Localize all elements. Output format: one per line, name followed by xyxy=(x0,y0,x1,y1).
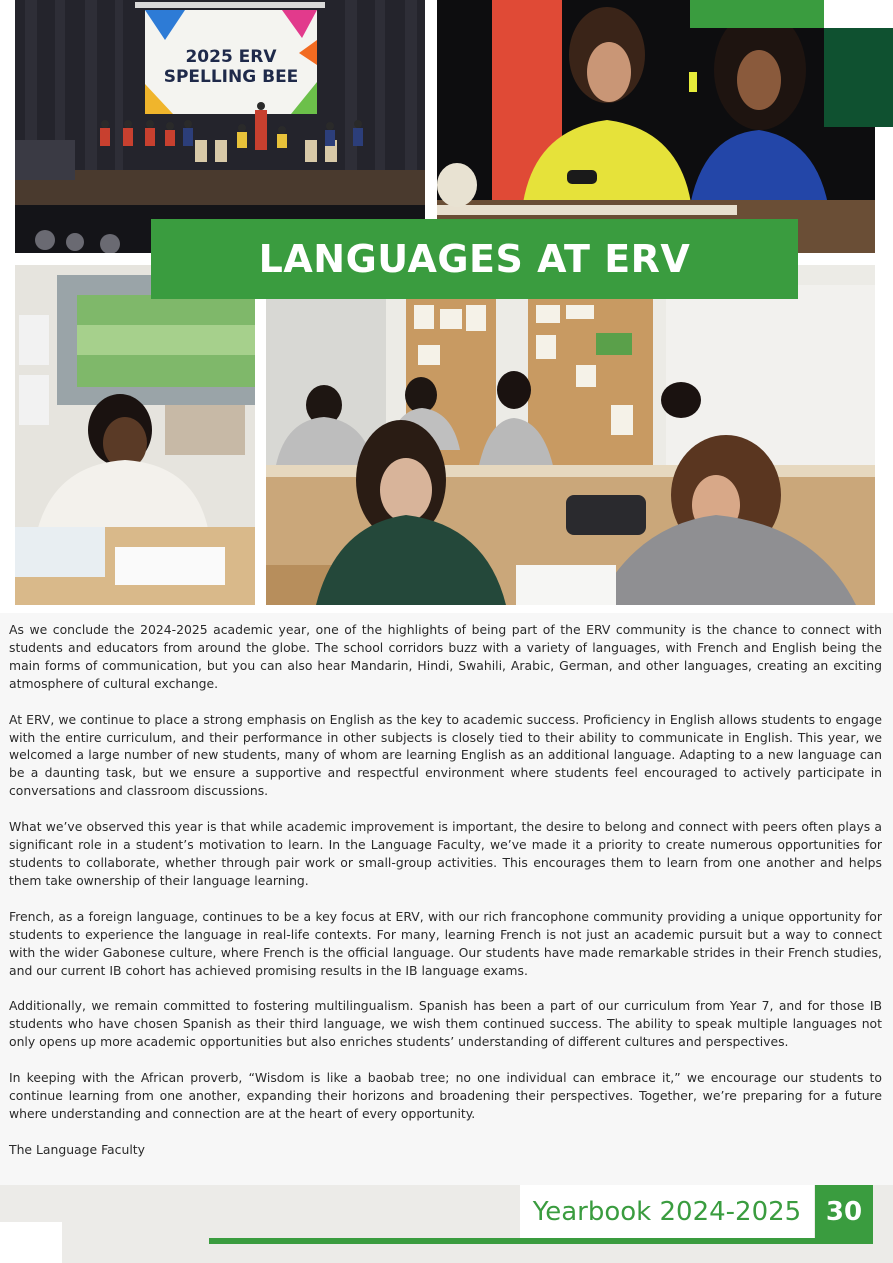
page-title: LANGUAGES AT ERV xyxy=(151,219,798,299)
photo-student-at-desk xyxy=(15,265,255,605)
photo-classroom-group xyxy=(266,265,875,605)
decor-white-block xyxy=(824,0,893,28)
article-body xyxy=(9,621,882,1177)
article-paragraph-2: At ERV, we continue to place a strong emphasis on English as the key to academic success. Proficiency in English allows students to engage with the entire curriculum, and their performance in other subjects is closely tied to their ability to communicate in English. This year, we welcomed a large number of new students, many of whom are learning English as an additional language. Adapting to a new language can be a daunting task, but we ensure a supportive and respectful environment where students feel encouraged to actively participate in conversations and classroom discussions. xyxy=(9,711,882,799)
article-paragraph-3: What we’ve observed this year is that while academic improvement is important, the desire to belong and connect with peers often plays a significant role in a student’s motivation to learn. In the Language Faculty, we’ve made it a priority to create numerous opportunities for students to collaborate, whether through pair work or small-group activities. This encourages them to learn from one another and helps them take ownership of their language learning. xyxy=(9,819,882,888)
photo-spelling-bee-stage xyxy=(15,0,425,253)
yearbook-label: Yearbook 2024-2025 xyxy=(520,1185,814,1238)
footer-white-corner xyxy=(0,1222,62,1263)
page-number: 30 xyxy=(815,1185,873,1238)
article-signature: The Language Faculty xyxy=(9,1141,145,1157)
article-paragraph-5: Additionally, we remain committed to fostering multilingualism. Spanish has been a part of our curriculum from Year 7, and for those IB students who have chosen Spanish as their third language, we wish them continued success. The ability to speak multiple languages not only opens up more academic opportunities but also enriches students’ understanding of different cultures and perspectives. xyxy=(9,998,882,1050)
decor-dark-green-block xyxy=(824,28,893,127)
screen-title-line1: 2025 ERV xyxy=(185,47,277,67)
article-paragraph-6: In keeping with the African proverb, “Wisdom is like a baobab tree; no one individual can embrace it,” we encourage our students to continue learning from one another, expanding their horizons and broadening their perspectives. Together, we’re preparing for a future where understanding and connection are at the heart of every opportunity. xyxy=(9,1070,882,1121)
decor-green-block xyxy=(690,0,824,28)
photo-students-microphone xyxy=(437,0,875,253)
screen-title-line2: SPELLING BEE xyxy=(163,67,299,87)
article-paragraph-1: As we conclude the 2024-2025 academic year, one of the highlights of being part of the ERV community is the chance to connect with students and educators from around the globe. The school corridors buzz with a variety of languages, with French and English being the main forms of communication, but you can also hear Mandarin, Hindi, Swahili, Arabic, German, and other languages, creating an exciting atmosphere of cultural exchange. xyxy=(9,622,882,691)
article-paragraph-4: French, as a foreign language, continues to be a key focus at ERV, with our rich francophone community providing a unique opportunity for students to experience the language in real-life contexts. For many, learning French is not just an academic pursuit but a way to connect with the wider Gabonese culture, where French is the official language. Our students have made remarkable strides in their French studies, and our current IB cohort has achieved promising results in the IB language exams. xyxy=(9,908,882,978)
footer-green-line xyxy=(209,1238,873,1244)
